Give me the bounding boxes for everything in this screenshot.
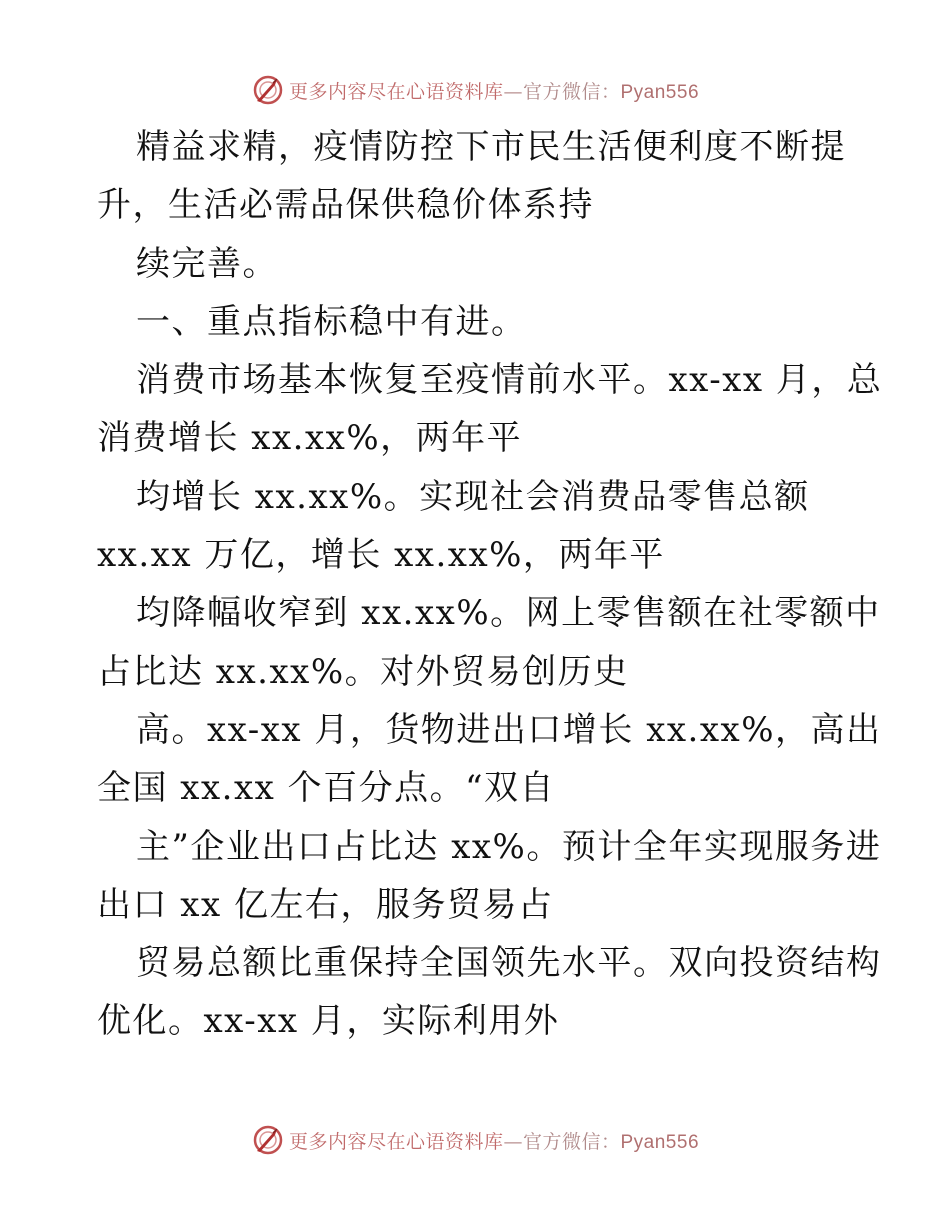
- body-line: 精益求精，疫情防控下市民生活便利度不断提: [136, 127, 846, 167]
- body-line: 均降幅收窄到 xx.xx%。网上零售额在社零额中: [136, 593, 881, 634]
- body-line: 优化。xx-xx 月，实际利用外: [97, 1001, 560, 1042]
- section-heading: 一、重点指标稳中有进。: [136, 301, 527, 342]
- footer-wechat-id: Pyan556: [620, 1131, 700, 1153]
- footer-banner-text: [289, 1127, 699, 1154]
- body-line: 消费增长 xx.xx%，两年平: [97, 418, 523, 459]
- quill-pen-circle-icon: [251, 73, 285, 107]
- quill-pen-circle-icon: [251, 1123, 285, 1157]
- header-wechat-label: 官方微信：: [522, 80, 621, 103]
- body-line: 主”企业出口占比达 xx%。预计全年实现服务进: [136, 826, 882, 867]
- footer-banner-content: [251, 1123, 699, 1157]
- body-line: 贸易总额比重保持全国领先水平。双向投资结构: [136, 943, 882, 984]
- footer-wechat-label: 官方微信：: [522, 1130, 621, 1153]
- header-banner-text: [289, 77, 699, 104]
- footer-brand: 更多内容尽在心语资料库: [288, 1130, 504, 1153]
- header-brand: 更多内容尽在心语资料库: [288, 80, 504, 103]
- document-body: [97, 118, 883, 1051]
- body-line: 占比达 xx.xx%。对外贸易创历史: [97, 651, 629, 692]
- body-line: 出口 xx 亿左右，服务贸易占: [97, 884, 554, 925]
- body-line: 消费市场基本恢复至疫情前水平。xx-xx 月，总: [136, 360, 883, 401]
- body-line: 高。xx-xx 月，货物进出口增长 xx.xx%，高出: [136, 709, 882, 750]
- footer-banner: [0, 1120, 950, 1160]
- body-line: 均增长 xx.xx%。实现社会消费品零售总额: [136, 476, 810, 517]
- header-banner: [0, 70, 950, 110]
- header-separator: —: [503, 80, 523, 103]
- body-line: 全国 xx.xx 个百分点。“双自: [97, 768, 556, 809]
- body-line: 升，生活必需品保供稳价体系持: [97, 185, 594, 226]
- footer-separator: —: [503, 1130, 523, 1153]
- header-banner-content: [251, 73, 699, 107]
- header-wechat-id: Pyan556: [620, 81, 700, 103]
- body-line: xx.xx 万亿，增长 xx.xx%，两年平: [97, 535, 665, 576]
- body-line: 续完善。: [136, 243, 278, 284]
